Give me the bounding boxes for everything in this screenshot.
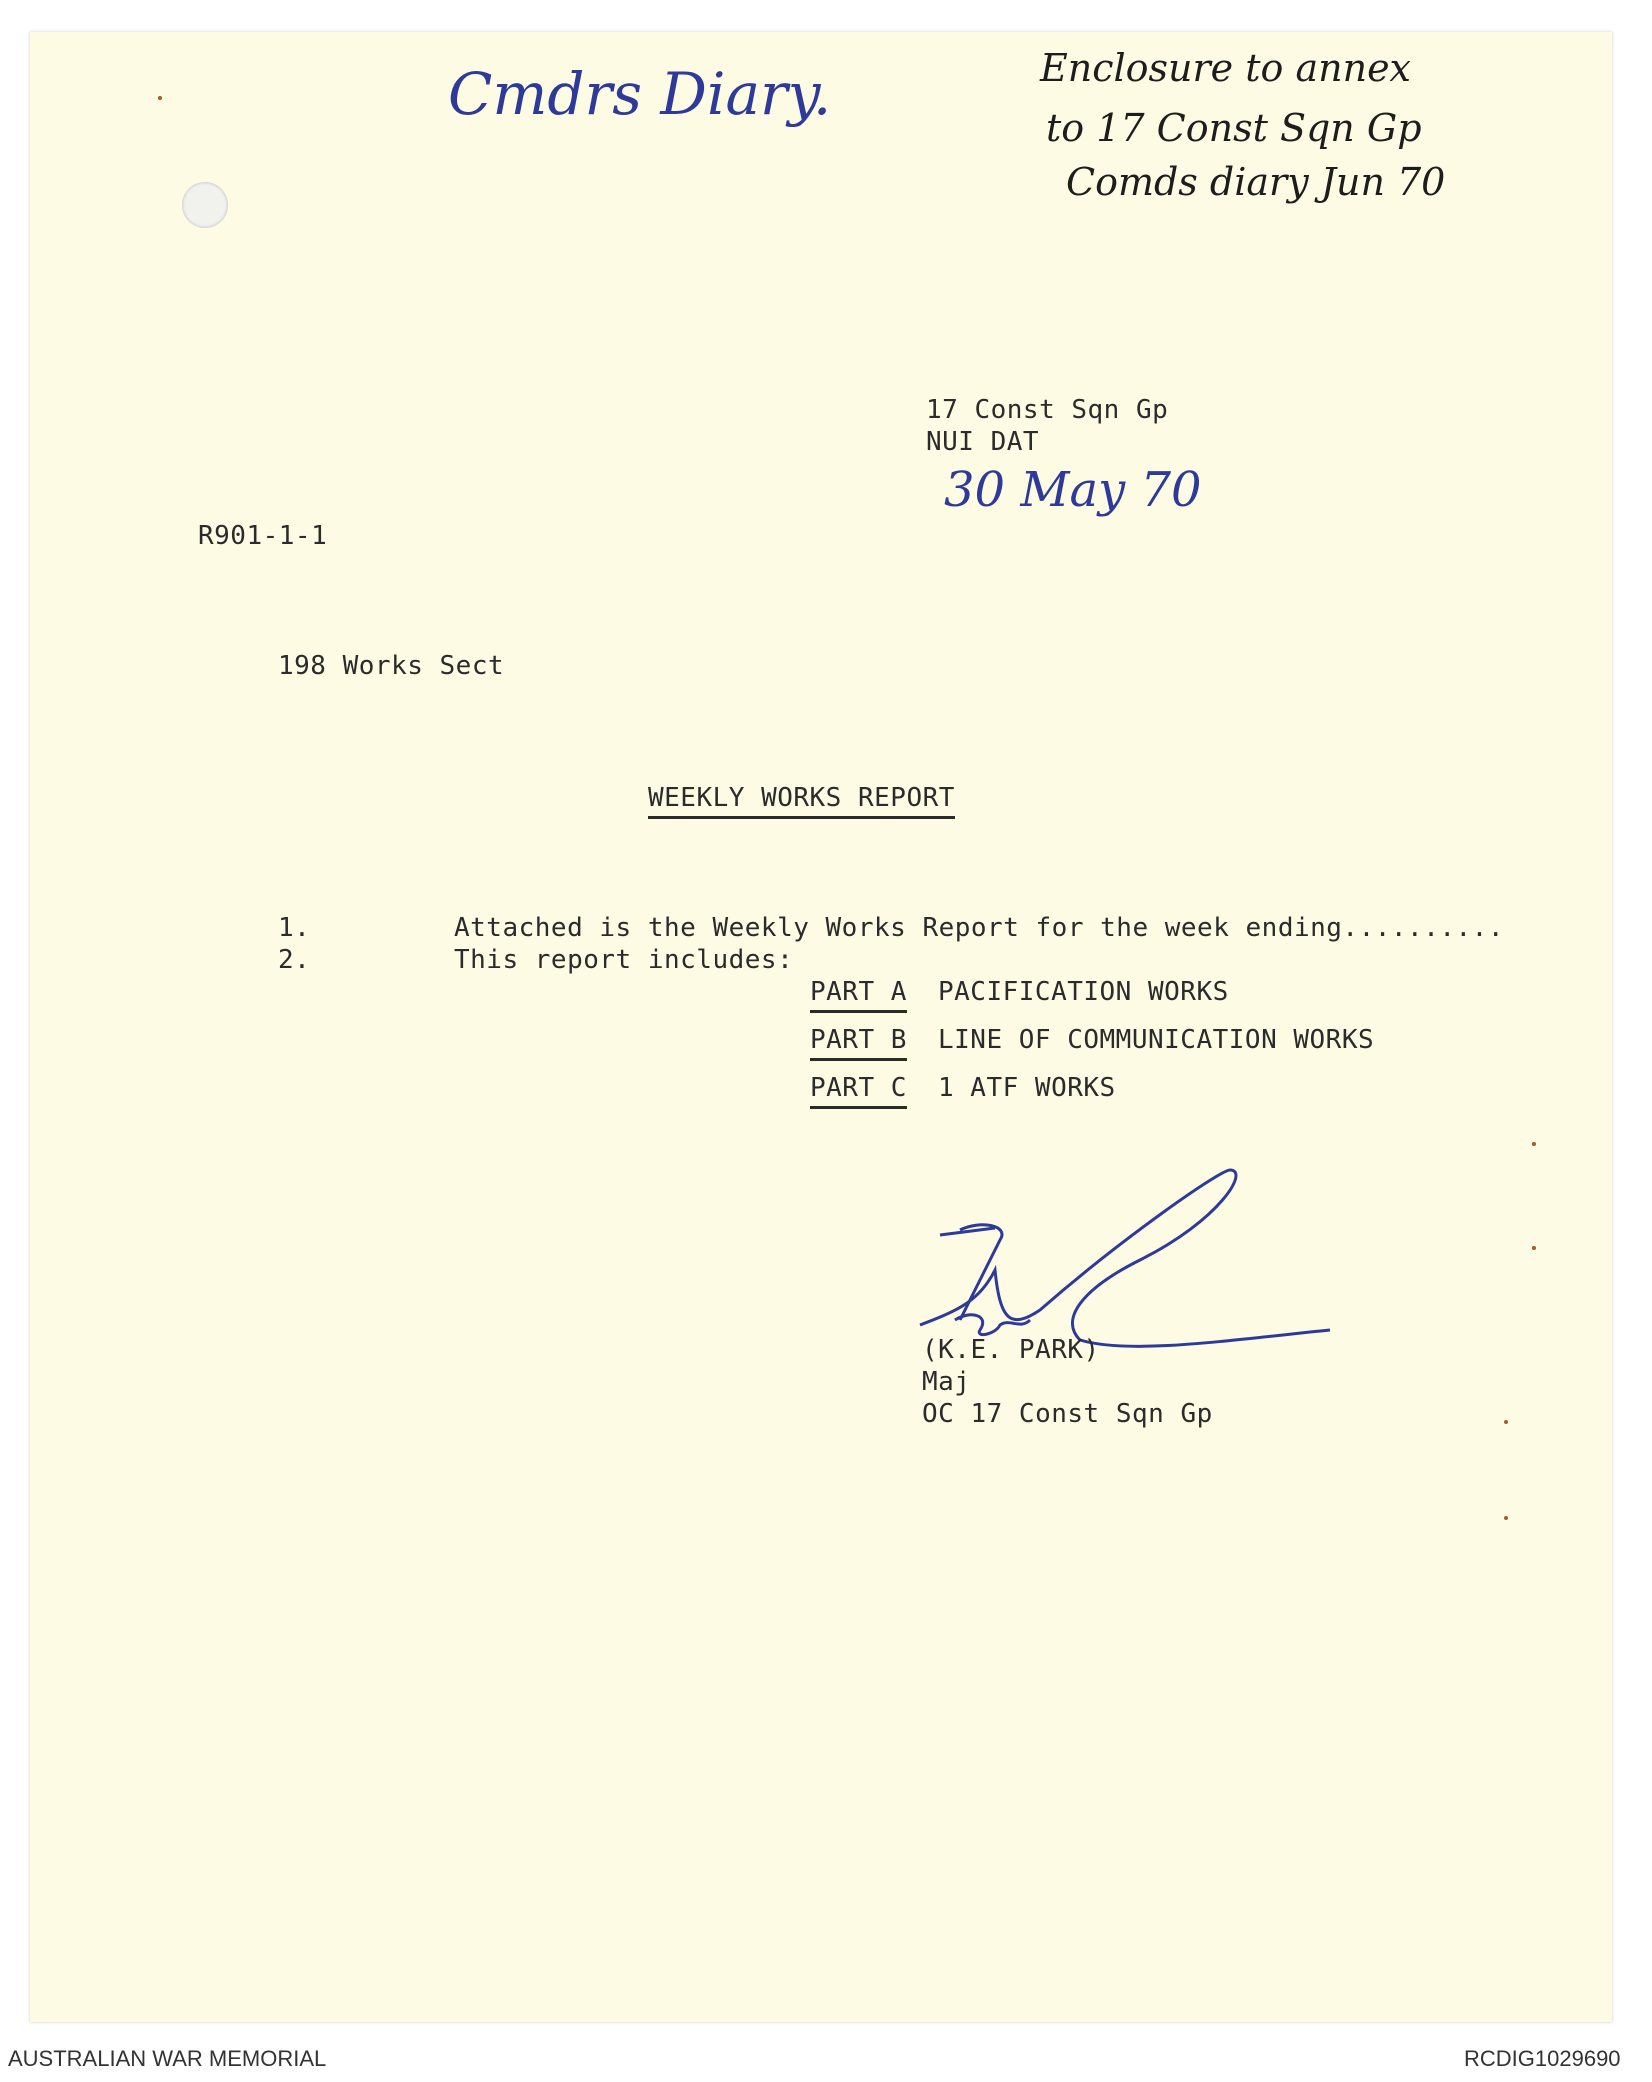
paper-speck bbox=[1504, 1516, 1508, 1520]
unit-location: NUI DAT bbox=[926, 427, 1040, 457]
handwritten-enclosure-line2: to 17 Const Sqn Gp bbox=[1046, 106, 1422, 150]
part-b-label: PART B bbox=[810, 1024, 907, 1061]
paper-speck bbox=[1532, 1142, 1536, 1146]
part-b-text: LINE OF COMMUNICATION WORKS bbox=[938, 1025, 1375, 1055]
paper-speck bbox=[1532, 1246, 1536, 1250]
paragraph-number-1: 1. bbox=[278, 913, 311, 943]
addressee: 198 Works Sect bbox=[278, 651, 505, 681]
signatory-rank: Maj bbox=[922, 1367, 971, 1397]
signatory-position: OC 17 Const Sqn Gp bbox=[922, 1399, 1213, 1429]
handwritten-cmdrs-diary: Cmdrs Diary. bbox=[448, 60, 832, 128]
file-reference: R901-1-1 bbox=[198, 521, 328, 551]
document-title: WEEKLY WORKS REPORT bbox=[648, 782, 955, 819]
paper-speck bbox=[1504, 1420, 1508, 1424]
handwritten-date: 30 May 70 bbox=[944, 462, 1202, 518]
footer-record-id: RCDIG1029690 bbox=[1464, 2046, 1621, 2071]
unit-name: 17 Const Sqn Gp bbox=[926, 395, 1169, 425]
part-a-text: PACIFICATION WORKS bbox=[938, 977, 1229, 1007]
paragraph-text-2: This report includes: bbox=[454, 945, 794, 975]
paragraph-number-2: 2. bbox=[278, 945, 311, 975]
handwritten-enclosure-line3: Comds diary Jun 70 bbox=[1066, 160, 1446, 204]
punch-hole bbox=[182, 182, 228, 228]
part-c-label: PART C bbox=[810, 1072, 907, 1109]
part-a-label: PART A bbox=[810, 976, 907, 1013]
footer-archive-name: AUSTRALIAN WAR MEMORIAL bbox=[8, 2046, 327, 2071]
paper-speck bbox=[158, 96, 162, 100]
paragraph-text-1: Attached is the Weekly Works Report for the week ending.......... bbox=[454, 913, 1504, 943]
handwritten-enclosure-line1: Enclosure to annex bbox=[1040, 46, 1411, 90]
signatory-name: (K.E. PARK) bbox=[922, 1335, 1100, 1365]
part-c-text: 1 ATF WORKS bbox=[938, 1073, 1116, 1103]
